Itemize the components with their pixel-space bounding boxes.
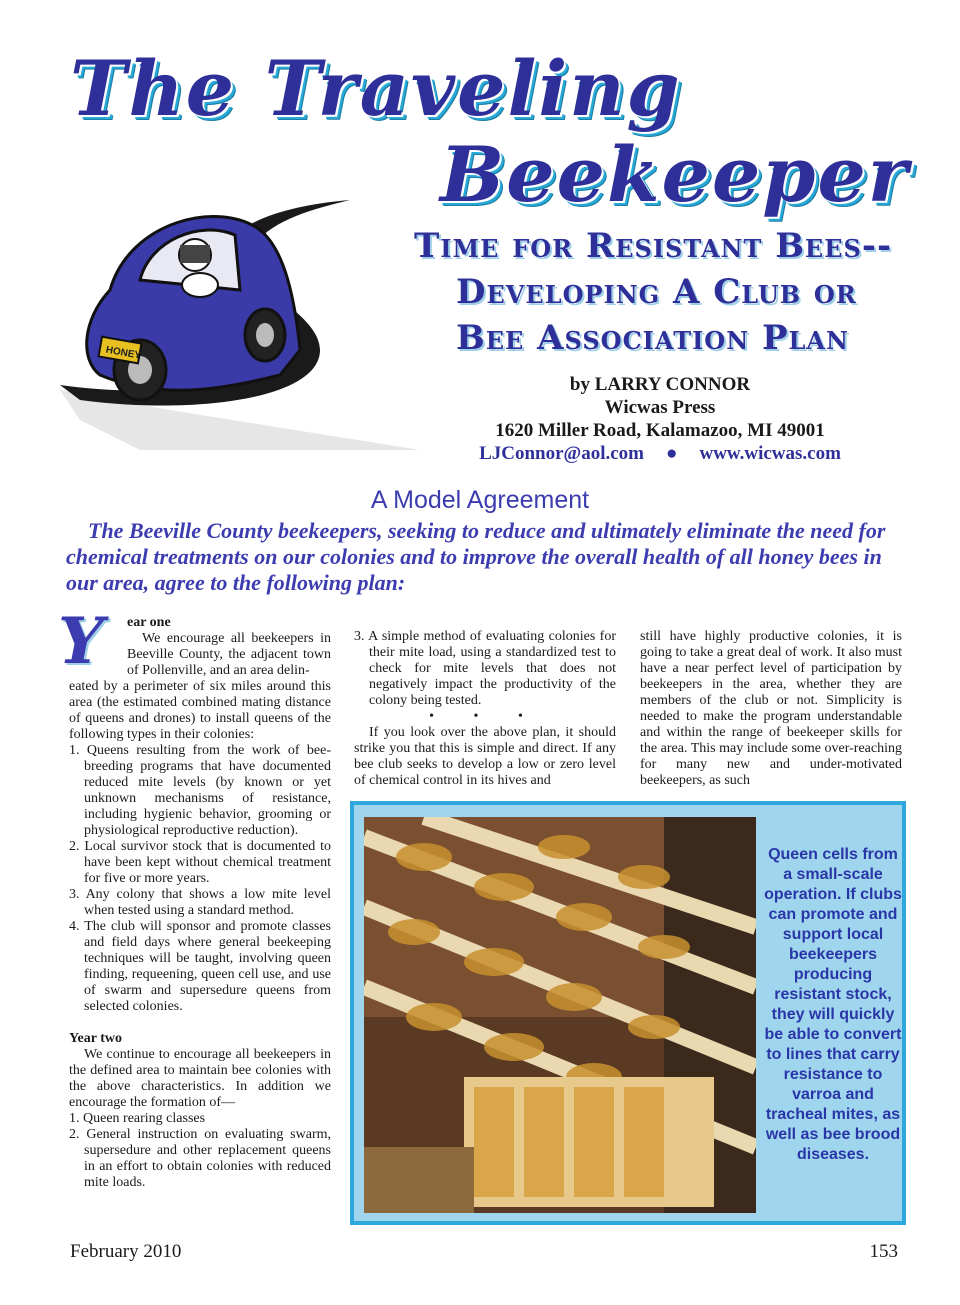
publisher-address: 1620 Miller Road, Kalamazoo, MI 49001 [495,420,825,441]
email-link[interactable]: LJConnor@aol.com [479,443,644,464]
list-item: 2. General instruction on evaluating swarm, supersedure and other replacement queens in an effort to obtain colonies with reduced mite loads. [69,1127,331,1190]
column-3-paragraph: still have highly productive colonies, it is going to take a great deal of work. It also must have a near perfect level of participation by beekeepers in the area, whether they are members of the club or not. Simplicity is needed to make the program understandable and within the range of beekeeper skills for the area. This may include some over-reaching for many new and under-motivated beekeepers, as such [640,629,902,788]
title-line-2: Beekeeper [440,130,910,219]
queen-cells-photo [364,817,756,1213]
subtitle-line-1: Time for Resistant Bees-- [414,226,893,266]
year-one-heading: ear one [127,615,171,630]
year-one-intro-b: eated by a perimeter of six miles around this area (the estimated combined mating distance of queens and drones) to install queens of the following types in their colonies: [69,679,331,742]
drop-cap: Y [58,604,104,679]
list-item: 3. Any colony that shows a low mite level when tested using a standard method. [69,887,331,918]
issue-date: February 2010 [70,1241,182,1262]
column-2 [354,629,616,789]
photo-frame [350,801,906,1225]
list-item: 2. Local survivor stock that is documented to have been kept without chemical treatment for five or more years. [69,839,331,886]
title-line-1: The Traveling [70,44,682,133]
year-two-list-cont [354,629,616,709]
column-1 [69,615,331,1191]
separator-dot: ● [666,443,678,464]
section-break-dots: • • • [429,709,541,724]
year-two-list [69,1111,331,1191]
column-2-paragraph: If you look over the above plan, it should strike you that this is simple and direct. If any bee club seeks to develop a low or zero level of chemical control in its hives and [354,725,616,788]
subtitle-line-3: Bee Association Plan [456,318,849,358]
year-two-intro: We continue to encourage all beekeepers in the defined area to maintain bee colonies with the above characteristics. In addition we encourage the formation of— [69,1047,331,1110]
list-item: 4. The club will sponsor and promote classes and field days where general beekeeping techniques will be taught, involving queen finding, requeening, queen cell use, and use of swarm and supersedure queens from selected colonies. [69,919,331,1014]
intro-paragraph: The Beeville County beekeepers, seeking to reduce and ultimately eliminate the need for chemical treatments on our colonies and to improve the overall health of all honey bees in our area, agree to the following plan: [66,518,886,595]
author-byline: by LARRY CONNOR [569,374,751,395]
website-link[interactable]: www.wicwas.com [699,443,841,464]
subtitle-line-2: Developing A Club or [456,272,857,312]
year-one-intro-a: We encourage all beekeepers in Beeville County, the adjacent town of Pollenville, and an area delin- [127,631,331,678]
column-3 [640,629,902,789]
section-heading: A Model Agreement [370,486,590,514]
publisher-name: Wicwas Press [604,397,716,418]
year-two-heading: Year two [69,1031,123,1046]
license-plate-text: HONEY [104,344,142,362]
page-number: 153 [869,1241,898,1262]
list-item: 1. Queens resulting from the work of bee-breeding programs that have documented reduced mite levels (by known or yet unknown mechanisms of resistance, including hygienic behavior, grooming or physiological reproductive reduction). [69,743,331,838]
year-one-list [69,743,331,1015]
list-item: 1. Queen rearing classes [69,1111,206,1126]
car-illustration [20,160,420,450]
contact-line [420,443,900,465]
photo-caption: Queen cells from a small-scale operation. If clubs can promote and support local beekeepers producing resistant stock, they will quickly be able to convert to lines that carry resistance to varroa and tracheal mites, as well as bee brood diseases. [764,846,902,1163]
list-item: 3. A simple method of evaluating colonies for their mite load, using a standardized test to check for mite levels that does not negatively impact the productivity of the colony being tested. [354,629,616,708]
